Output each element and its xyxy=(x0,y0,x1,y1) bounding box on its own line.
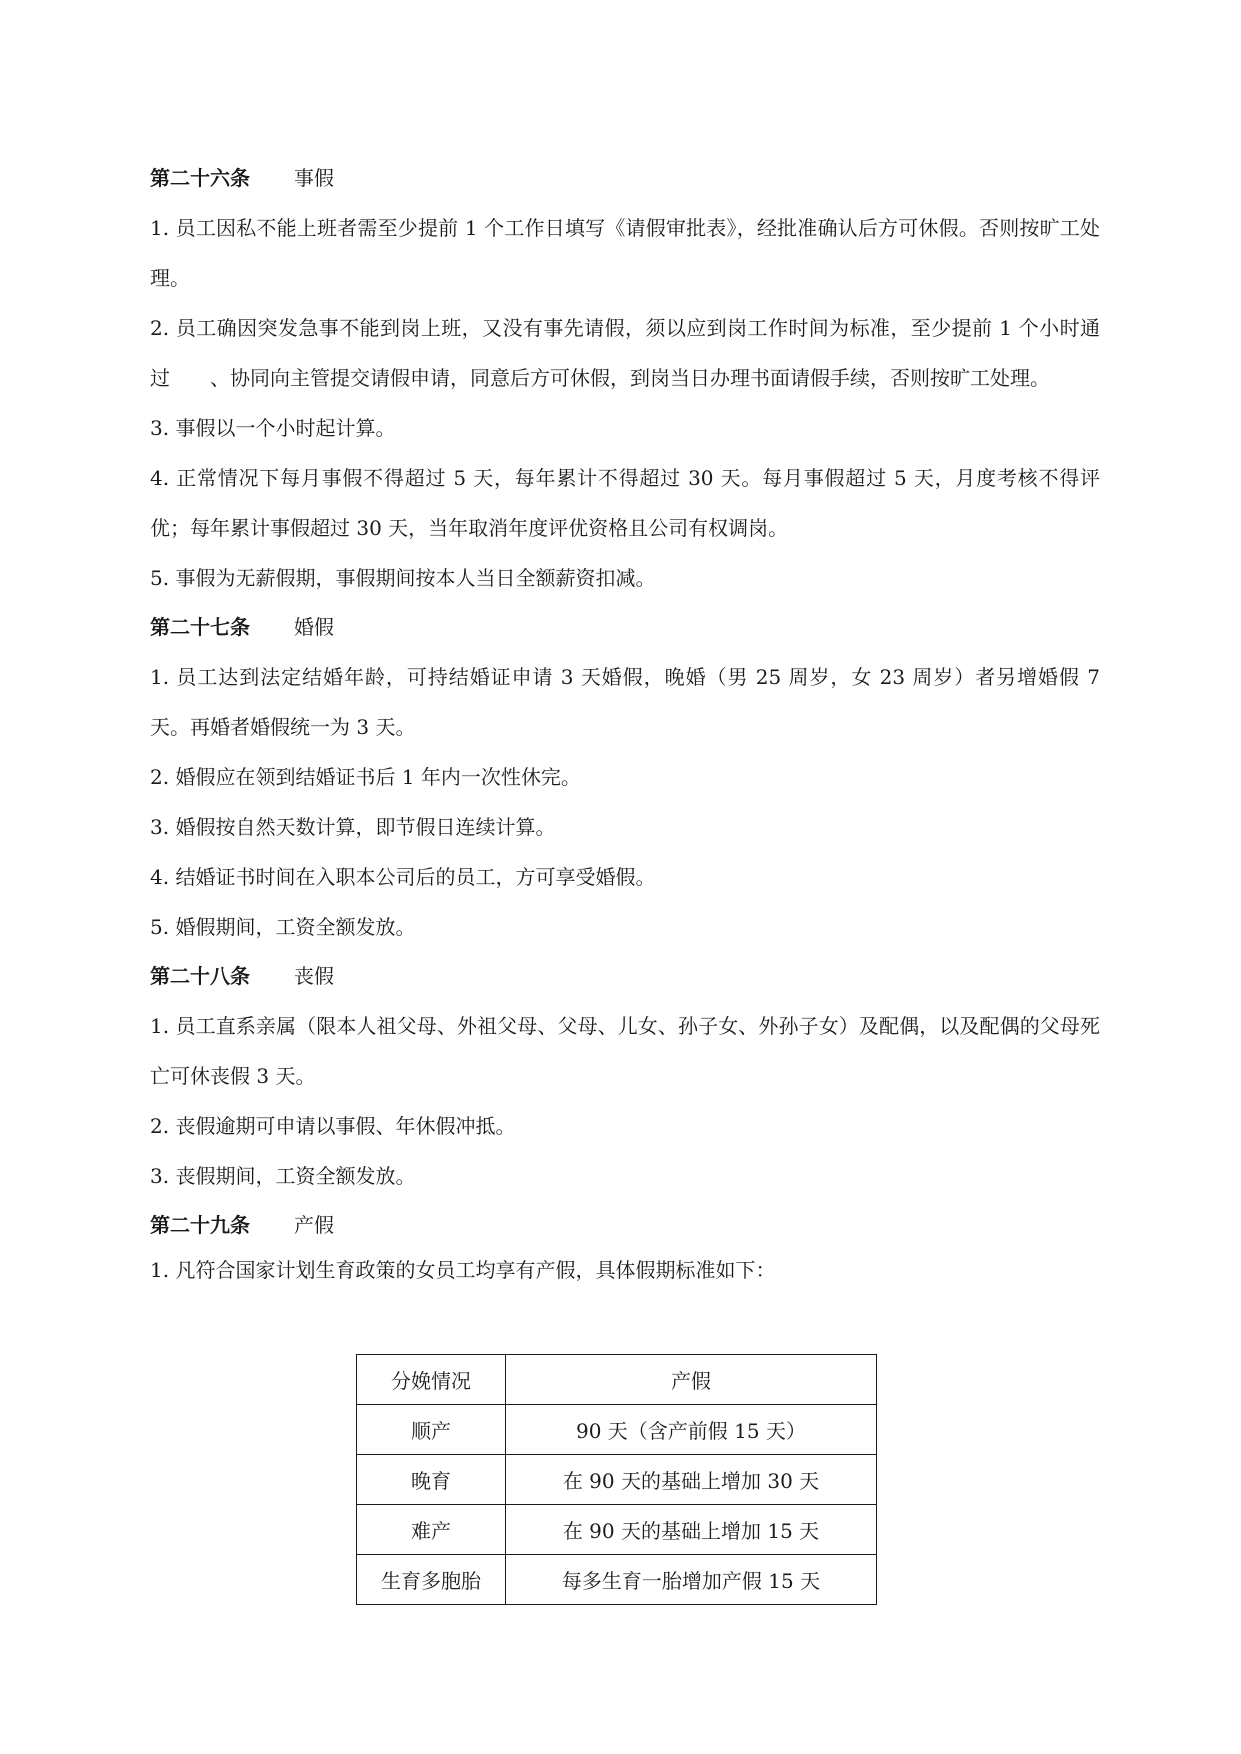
article-27-item-2: 2. 婚假应在领到结婚证书后 1 年内一次性休完。 xyxy=(150,765,581,789)
article-27-item-3: 3. 婚假按自然天数计算，即节假日连续计算。 xyxy=(150,815,556,839)
table-header-row xyxy=(357,1355,877,1405)
maternity-leave-table xyxy=(356,1354,877,1605)
article-27-item-4: 4. 结婚证书时间在入职本公司后的员工，方可享受婚假。 xyxy=(150,865,656,889)
table-cell: 顺产 xyxy=(357,1405,506,1455)
table-cell: 生育多胞胎 xyxy=(357,1555,506,1605)
article-title: 事假 xyxy=(294,166,334,190)
article-27-item-5: 5. 婚假期间，工资全额发放。 xyxy=(150,915,416,939)
article-26-item-4: 4. 正常情况下每月事假不得超过 5 天，每年累计不得超过 30 天。每月事假超过 5 天，月度考核不得评优；每年累计事假超过 30 天，当年取消年度评优资格且公司有权调岗。 xyxy=(150,466,1100,540)
article-26-item-5: 5. 事假为无薪假期，事假期间按本人当日全额薪资扣减。 xyxy=(150,566,656,590)
table-header-cell: 产假 xyxy=(506,1355,877,1405)
article-title: 产假 xyxy=(294,1213,334,1237)
article-28-item-2: 2. 丧假逾期可申请以事假、年休假冲抵。 xyxy=(150,1114,516,1138)
table-cell: 在 90 天的基础上增加 30 天 xyxy=(506,1455,877,1505)
article-27-item-1: 1. 员工达到法定结婚年龄，可持结婚证申请 3 天婚假，晚婚（男 25 周岁，女 23 周岁）者另增婚假 7 天。再婚者婚假统一为 3 天。 xyxy=(150,665,1100,739)
article-26-heading xyxy=(150,154,1100,203)
article-26-item-1: 1. 员工因私不能上班者需至少提前 1 个工作日填写《请假审批表》，经批准确认后方可休假。否则按旷工处理。 xyxy=(150,216,1100,290)
article-number: 第二十六条 xyxy=(150,166,250,190)
article-27-heading xyxy=(150,603,1100,652)
table-cell: 难产 xyxy=(357,1505,506,1555)
table-row xyxy=(357,1555,877,1605)
article-29-heading xyxy=(150,1201,1100,1250)
table-cell: 90 天（含产前假 15 天） xyxy=(506,1405,877,1455)
table-cell: 每多生育一胎增加产假 15 天 xyxy=(506,1555,877,1605)
article-title: 婚假 xyxy=(294,615,334,639)
article-26-item-2: 2. 员工确因突发急事不能到岗上班，又没有事先请假，须以应到岗工作时间为标准，至少提前 1 个小时通过 、协同向主管提交请假申请，同意后方可休假，到岗当日办理书面请假手续，否则按旷工处理。 xyxy=(150,316,1100,390)
article-29-item-1: 1. 凡符合国家计划生育政策的女员工均享有产假，具体假期标准如下： xyxy=(150,1258,776,1282)
leave-table xyxy=(356,1354,877,1605)
article-26-item-3: 3. 事假以一个小时起计算。 xyxy=(150,416,396,440)
article-28-item-3: 3. 丧假期间，工资全额发放。 xyxy=(150,1164,416,1188)
table-header-cell: 分娩情况 xyxy=(357,1355,506,1405)
article-title: 丧假 xyxy=(294,964,334,988)
article-number: 第二十七条 xyxy=(150,615,250,639)
table-row xyxy=(357,1455,877,1505)
article-number: 第二十八条 xyxy=(150,964,250,988)
table-cell: 晚育 xyxy=(357,1455,506,1505)
article-28-heading xyxy=(150,952,1100,1001)
table-row xyxy=(357,1405,877,1455)
table-cell: 在 90 天的基础上增加 15 天 xyxy=(506,1505,877,1555)
article-number: 第二十九条 xyxy=(150,1213,250,1237)
article-28-item-1: 1. 员工直系亲属（限本人祖父母、外祖父母、父母、儿女、孙子女、外孙子女）及配偶，以及配偶的父母死亡可休丧假 3 天。 xyxy=(150,1014,1100,1088)
table-row xyxy=(357,1505,877,1555)
document-body xyxy=(150,154,1100,1290)
